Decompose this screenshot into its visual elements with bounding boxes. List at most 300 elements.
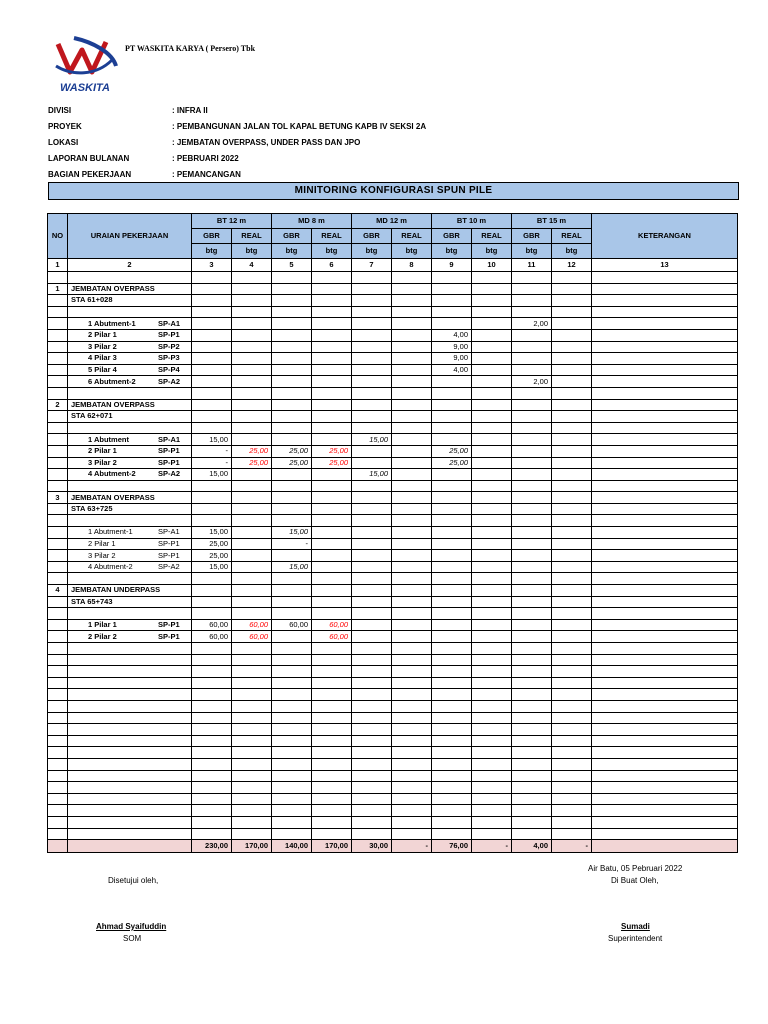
item-name: 2 Pilar 2 xyxy=(88,631,117,641)
value-cell: 25,00 xyxy=(192,538,232,550)
item-label xyxy=(68,445,192,457)
section-no: 1 xyxy=(48,283,68,295)
value-cell xyxy=(392,469,432,481)
info-row xyxy=(48,103,426,119)
item-name: 3 Pilar 2 xyxy=(88,550,116,560)
value-cell xyxy=(392,329,432,341)
empty-cell xyxy=(68,480,192,492)
value-cell xyxy=(552,631,592,643)
value-cell xyxy=(432,376,472,388)
empty-cell xyxy=(472,272,512,284)
empty-cell xyxy=(232,306,272,318)
empty-cell xyxy=(48,608,68,620)
empty-cell xyxy=(68,654,192,666)
sta-row xyxy=(48,596,738,608)
empty-cell xyxy=(312,700,352,712)
value-cell xyxy=(472,619,512,631)
empty-cell xyxy=(192,503,232,515)
empty-cell xyxy=(352,492,392,504)
value-cell: 15,00 xyxy=(192,527,232,539)
empty-cell xyxy=(192,700,232,712)
value-cell: 2,00 xyxy=(512,376,552,388)
empty-cell xyxy=(352,585,392,597)
value-cell xyxy=(392,353,432,365)
place-date: Air Batu, 05 Pebruari 2022 xyxy=(588,864,683,873)
empty-cell xyxy=(472,422,512,434)
value-cell xyxy=(472,550,512,562)
item-row xyxy=(48,619,738,631)
empty-cell xyxy=(352,573,392,585)
empty-cell xyxy=(392,480,432,492)
empty-cell xyxy=(432,805,472,817)
value-cell xyxy=(512,341,552,353)
empty-cell xyxy=(312,793,352,805)
empty-cell xyxy=(432,272,472,284)
value-cell xyxy=(512,561,552,573)
empty-cell xyxy=(352,677,392,689)
column-number: 4 xyxy=(232,259,272,272)
empty-cell xyxy=(312,306,352,318)
empty-cell xyxy=(68,422,192,434)
empty-cell xyxy=(512,399,552,411)
project-info xyxy=(48,103,426,183)
section-row xyxy=(48,399,738,411)
value-cell: 25,00 xyxy=(432,457,472,469)
empty-cell xyxy=(432,724,472,736)
empty-cell xyxy=(552,596,592,608)
empty-cell xyxy=(312,666,352,678)
info-label: DIVISI xyxy=(48,106,72,115)
empty-cell xyxy=(592,643,738,655)
empty-cell xyxy=(592,816,738,828)
empty-cell xyxy=(68,828,192,840)
item-name: 1 Abutment xyxy=(88,434,129,444)
blank-row xyxy=(48,387,738,399)
value-cell xyxy=(272,631,312,643)
empty-cell xyxy=(48,480,68,492)
empty-cell xyxy=(192,411,232,423)
empty-cell xyxy=(592,654,738,666)
value-cell xyxy=(472,329,512,341)
empty-cell xyxy=(352,643,392,655)
empty-cell xyxy=(432,387,472,399)
value-cell xyxy=(472,318,512,330)
empty-cell xyxy=(432,735,472,747)
empty-cell xyxy=(352,515,392,527)
value-cell xyxy=(352,538,392,550)
right-signer-name: Sumadi xyxy=(621,922,650,931)
empty-cell xyxy=(432,816,472,828)
empty-cell xyxy=(592,492,738,504)
empty-cell xyxy=(512,735,552,747)
empty-cell xyxy=(48,700,68,712)
item-code: SP-P1 xyxy=(158,457,180,467)
empty-cell xyxy=(232,411,272,423)
value-cell xyxy=(552,561,592,573)
empty-cell xyxy=(312,643,352,655)
empty-cell xyxy=(232,515,272,527)
item-code: SP-P1 xyxy=(158,446,180,456)
empty-cell xyxy=(552,643,592,655)
empty-cell xyxy=(352,816,392,828)
value-cell xyxy=(472,434,512,446)
empty-cell xyxy=(392,828,432,840)
empty-cell xyxy=(552,747,592,759)
value-cell xyxy=(432,318,472,330)
value-cell xyxy=(432,561,472,573)
empty-cell xyxy=(432,596,472,608)
value-cell xyxy=(352,445,392,457)
keterangan-cell xyxy=(592,434,738,446)
empty-cell xyxy=(352,689,392,701)
item-label xyxy=(68,318,192,330)
value-cell: 60,00 xyxy=(272,619,312,631)
empty-cell xyxy=(552,480,592,492)
blank-row xyxy=(48,805,738,817)
empty-cell xyxy=(472,758,512,770)
empty-cell xyxy=(352,387,392,399)
empty-cell xyxy=(192,480,232,492)
empty-cell xyxy=(48,469,68,481)
value-cell xyxy=(512,631,552,643)
value-cell: 60,00 xyxy=(232,631,272,643)
empty-cell xyxy=(512,585,552,597)
empty-cell xyxy=(432,747,472,759)
empty-cell xyxy=(352,503,392,515)
value-cell xyxy=(352,376,392,388)
empty-cell xyxy=(592,515,738,527)
value-cell xyxy=(352,561,392,573)
total-cell: 30,00 xyxy=(352,840,392,853)
column-number: 8 xyxy=(392,259,432,272)
column-number: 12 xyxy=(552,259,592,272)
empty-cell xyxy=(48,666,68,678)
header-gbr: GBR xyxy=(432,229,472,244)
item-name: 4 Pilar 3 xyxy=(88,353,117,363)
empty-cell xyxy=(512,492,552,504)
item-code: SP-A2 xyxy=(158,469,181,479)
info-row xyxy=(48,167,426,183)
value-cell: 15,00 xyxy=(352,469,392,481)
empty-cell xyxy=(232,689,272,701)
empty-cell xyxy=(272,585,312,597)
item-label xyxy=(68,329,192,341)
empty-cell xyxy=(592,712,738,724)
value-cell: 15,00 xyxy=(352,434,392,446)
value-cell xyxy=(192,318,232,330)
value-cell: 4,00 xyxy=(432,364,472,376)
empty-cell xyxy=(312,724,352,736)
empty-cell xyxy=(48,434,68,446)
empty-cell xyxy=(392,283,432,295)
empty-cell xyxy=(592,805,738,817)
empty-cell xyxy=(552,689,592,701)
empty-cell xyxy=(68,573,192,585)
empty-cell xyxy=(392,677,432,689)
value-cell xyxy=(432,527,472,539)
empty-cell xyxy=(392,387,432,399)
empty-cell xyxy=(552,700,592,712)
empty-cell xyxy=(232,283,272,295)
blank-row xyxy=(48,770,738,782)
empty-cell xyxy=(272,387,312,399)
right-signer-title: Superintendent xyxy=(608,934,663,943)
item-row xyxy=(48,469,738,481)
empty-cell xyxy=(432,283,472,295)
empty-cell xyxy=(512,422,552,434)
empty-cell xyxy=(192,399,232,411)
empty-cell xyxy=(392,306,432,318)
empty-cell xyxy=(552,573,592,585)
empty-cell xyxy=(48,793,68,805)
empty-cell xyxy=(592,283,738,295)
empty-cell xyxy=(312,782,352,794)
info-value: : PEMBANGUNAN JALAN TOL KAPAL BETUNG KAPB IV SEKSI 2A xyxy=(172,122,427,131)
value-cell xyxy=(192,353,232,365)
value-cell xyxy=(392,457,432,469)
value-cell xyxy=(512,457,552,469)
item-code: SP-A2 xyxy=(158,562,180,572)
item-code: SP-A2 xyxy=(158,376,181,386)
empty-cell xyxy=(472,608,512,620)
value-cell xyxy=(552,619,592,631)
value-cell xyxy=(552,329,592,341)
empty-cell xyxy=(432,492,472,504)
header-unit: btg xyxy=(472,244,512,259)
empty-cell xyxy=(272,782,312,794)
empty-cell xyxy=(392,689,432,701)
item-code: SP-P1 xyxy=(158,330,180,340)
empty-cell xyxy=(472,283,512,295)
blank-row xyxy=(48,666,738,678)
empty-cell xyxy=(512,283,552,295)
empty-cell xyxy=(192,422,232,434)
empty-cell xyxy=(312,480,352,492)
blank-row xyxy=(48,735,738,747)
empty-cell xyxy=(432,422,472,434)
header-uraian: URAIAN PEKERJAAN xyxy=(68,214,192,259)
empty-cell xyxy=(472,782,512,794)
value-cell: 9,00 xyxy=(432,341,472,353)
value-cell xyxy=(312,329,352,341)
empty-cell xyxy=(592,793,738,805)
value-cell xyxy=(552,550,592,562)
header-unit: btg xyxy=(552,244,592,259)
empty-cell xyxy=(232,666,272,678)
section-no: 4 xyxy=(48,585,68,597)
empty-cell xyxy=(48,712,68,724)
value-cell: 25,00 xyxy=(312,457,352,469)
item-row xyxy=(48,364,738,376)
item-row xyxy=(48,341,738,353)
total-cell: - xyxy=(392,840,432,853)
column-number: 9 xyxy=(432,259,472,272)
value-cell xyxy=(312,561,352,573)
empty-cell xyxy=(432,758,472,770)
value-cell xyxy=(312,550,352,562)
blank-row xyxy=(48,573,738,585)
empty-cell xyxy=(352,596,392,608)
empty-cell xyxy=(68,608,192,620)
value-cell xyxy=(232,353,272,365)
empty-cell xyxy=(392,295,432,307)
item-code: SP-A1 xyxy=(158,318,181,328)
item-label xyxy=(68,527,192,539)
empty-cell xyxy=(48,782,68,794)
empty-cell xyxy=(48,840,68,853)
item-row xyxy=(48,631,738,643)
value-cell xyxy=(552,341,592,353)
value-cell xyxy=(512,538,552,550)
value-cell xyxy=(312,341,352,353)
empty-cell xyxy=(312,689,352,701)
column-number: 3 xyxy=(192,259,232,272)
item-label xyxy=(68,538,192,550)
value-cell xyxy=(392,341,432,353)
empty-cell xyxy=(312,585,352,597)
empty-cell xyxy=(512,643,552,655)
empty-cell xyxy=(552,387,592,399)
empty-cell xyxy=(192,283,232,295)
empty-cell xyxy=(432,689,472,701)
empty-cell xyxy=(68,735,192,747)
empty-cell xyxy=(472,793,512,805)
item-name: 4 Abutment-2 xyxy=(88,469,136,479)
empty-cell xyxy=(392,770,432,782)
empty-cell xyxy=(272,677,312,689)
section-row xyxy=(48,492,738,504)
empty-cell xyxy=(48,538,68,550)
empty-cell xyxy=(48,387,68,399)
empty-cell xyxy=(68,677,192,689)
item-label xyxy=(68,434,192,446)
empty-cell xyxy=(312,515,352,527)
empty-cell xyxy=(48,677,68,689)
empty-cell xyxy=(352,654,392,666)
empty-cell xyxy=(512,712,552,724)
value-cell xyxy=(232,329,272,341)
value-cell xyxy=(472,457,512,469)
empty-cell xyxy=(68,840,192,853)
empty-cell xyxy=(48,805,68,817)
column-number: 13 xyxy=(592,259,738,272)
header-unit: btg xyxy=(192,244,232,259)
value-cell xyxy=(432,619,472,631)
empty-cell xyxy=(192,805,232,817)
column-number: 11 xyxy=(512,259,552,272)
header-real: REAL xyxy=(312,229,352,244)
blank-row xyxy=(48,793,738,805)
value-cell xyxy=(552,469,592,481)
empty-cell xyxy=(592,666,738,678)
empty-cell xyxy=(592,735,738,747)
value-cell xyxy=(472,376,512,388)
value-cell xyxy=(312,318,352,330)
value-cell xyxy=(552,434,592,446)
value-cell xyxy=(272,434,312,446)
empty-cell xyxy=(512,306,552,318)
item-row xyxy=(48,457,738,469)
keterangan-cell xyxy=(592,376,738,388)
value-cell xyxy=(512,445,552,457)
keterangan-cell xyxy=(592,457,738,469)
value-cell xyxy=(512,329,552,341)
empty-cell xyxy=(272,306,312,318)
empty-cell xyxy=(352,283,392,295)
section-sta: STA 63+725 xyxy=(68,503,192,515)
item-row xyxy=(48,445,738,457)
header-gbr: GBR xyxy=(512,229,552,244)
item-name: 5 Pilar 4 xyxy=(88,365,117,375)
empty-cell xyxy=(432,700,472,712)
value-cell xyxy=(392,538,432,550)
empty-cell xyxy=(312,758,352,770)
empty-cell xyxy=(512,596,552,608)
empty-cell xyxy=(552,805,592,817)
empty-cell xyxy=(232,747,272,759)
empty-cell xyxy=(312,770,352,782)
keterangan-cell xyxy=(592,527,738,539)
value-cell xyxy=(312,376,352,388)
empty-cell xyxy=(592,411,738,423)
empty-cell xyxy=(552,411,592,423)
empty-cell xyxy=(552,503,592,515)
empty-cell xyxy=(512,515,552,527)
value-cell xyxy=(232,538,272,550)
empty-cell xyxy=(592,758,738,770)
empty-cell xyxy=(472,585,512,597)
keterangan-cell xyxy=(592,631,738,643)
empty-cell xyxy=(48,515,68,527)
item-code: SP-P1 xyxy=(158,631,180,641)
empty-cell xyxy=(48,758,68,770)
empty-cell xyxy=(48,596,68,608)
info-row xyxy=(48,119,426,135)
empty-cell xyxy=(352,411,392,423)
empty-cell xyxy=(392,816,432,828)
empty-cell xyxy=(68,770,192,782)
empty-cell xyxy=(272,747,312,759)
section-sta: STA 62+071 xyxy=(68,411,192,423)
empty-cell xyxy=(312,422,352,434)
value-cell xyxy=(432,434,472,446)
empty-cell xyxy=(552,770,592,782)
empty-cell xyxy=(392,585,432,597)
value-cell xyxy=(272,341,312,353)
value-cell xyxy=(392,318,432,330)
item-name: 2 Pilar 1 xyxy=(88,446,117,456)
value-cell xyxy=(232,434,272,446)
item-label xyxy=(68,353,192,365)
empty-cell xyxy=(312,712,352,724)
column-number: 2 xyxy=(68,259,192,272)
empty-cell xyxy=(432,677,472,689)
info-label: BAGIAN PEKERJAAN xyxy=(48,170,132,179)
section-sta: STA 65+743 xyxy=(68,596,192,608)
keterangan-cell xyxy=(592,469,738,481)
empty-cell xyxy=(472,712,512,724)
value-cell: 60,00 xyxy=(192,619,232,631)
empty-cell xyxy=(312,573,352,585)
item-label xyxy=(68,619,192,631)
header-real: REAL xyxy=(392,229,432,244)
value-cell xyxy=(552,538,592,550)
column-number: 6 xyxy=(312,259,352,272)
value-cell xyxy=(392,434,432,446)
empty-cell xyxy=(552,712,592,724)
item-code: SP-P1 xyxy=(158,550,180,560)
empty-cell xyxy=(352,666,392,678)
